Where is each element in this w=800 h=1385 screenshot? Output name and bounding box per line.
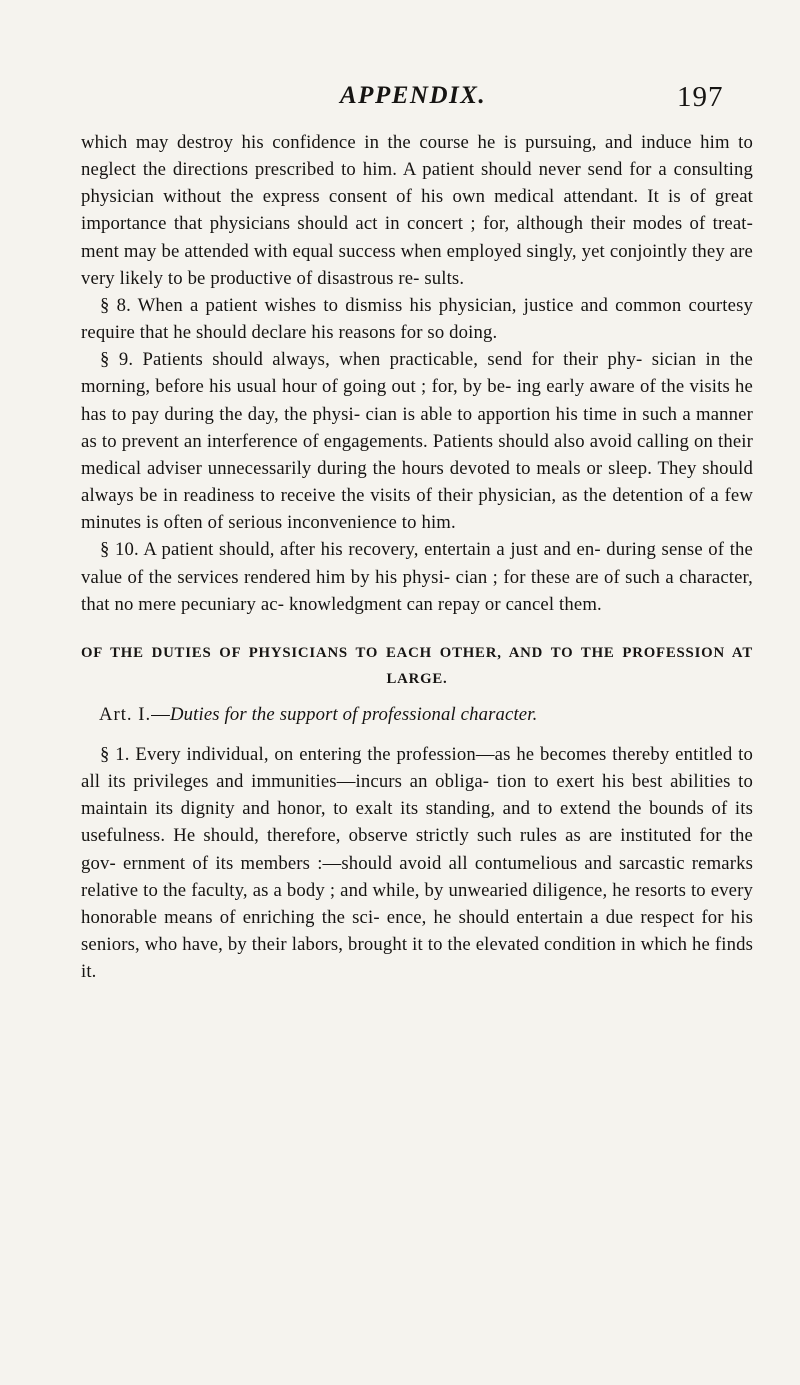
article-heading [81, 701, 753, 728]
section-1-paragraph: § 1. Every individual, on entering the profession—as he becomes thereby entitled to all its privileges and immunities—incurs an obliga- tion to exert his best abilities to maintain its dignity and honor, to exalt its standing, and to extend the bounds of its usefulness. He should, therefore, observe strictly such rules as are instituted for the gov- ernment of its members :—should avoid all contumelious and sarcastic remarks relative to the faculty, as a body ; and while, by unwearied diligence, he resorts to every honorable means of enriching the sci- ence, he should entertain a due respect for his seniors, who have, by their labors, brought it to the elevated condition in which he finds it. [81, 743, 753, 983]
article-separator: — [151, 703, 170, 725]
running-title: APPENDIX. [340, 82, 487, 109]
article-label: Art. I. [99, 703, 152, 725]
running-header [0, 82, 800, 122]
section-10-paragraph: § 10. A patient should, after his recovery, entertain a just and en- during sense of the value of the services rendered him by his physi- cian ; for these are of such a character, that no mere pecuniary ac- knowledgment can repay or cancel them. [81, 539, 753, 615]
section-heading: OF THE DUTIES OF PHYSICIANS TO EACH OTHER, AND TO THE PROFESSION AT LARGE. [81, 644, 753, 687]
section-8-paragraph: § 8. When a patient wishes to dismiss his physician, justice and common courtesy require that he should declare his reasons for so doing. [81, 294, 753, 344]
page-body [81, 129, 753, 985]
article-title: Duties for the support of professional character. [170, 703, 538, 725]
continued-paragraph: which may destroy his confidence in the course he is pursuing, and induce him to neglect the directions prescribed to him. A patient should never send for a consulting physician without the express consent of his own medical attendant. It is of great importance that physicians should act in concert ; for, although their modes of treat- ment may be attended with equal success when employed singly, yet conjointly they are very likely to be productive of disastrous re- sults. [81, 132, 753, 289]
section-9-paragraph: § 9. Patients should always, when practicable, send for their phy- sician in the morning, before his usual hour of going out ; for, by be- ing early aware of the visits he has to pay during the day, the physi- cian is able to apportion his time in such a manner as to prevent an interference of engagements. Patients should also avoid calling on their medical adviser unnecessarily during the hours devoted to meals or sleep. They should always be in readiness to receive the visits of their physician, as the detention of a few minutes is often of serious inconvenience to him. [81, 349, 753, 534]
page-number: 197 [677, 81, 724, 113]
